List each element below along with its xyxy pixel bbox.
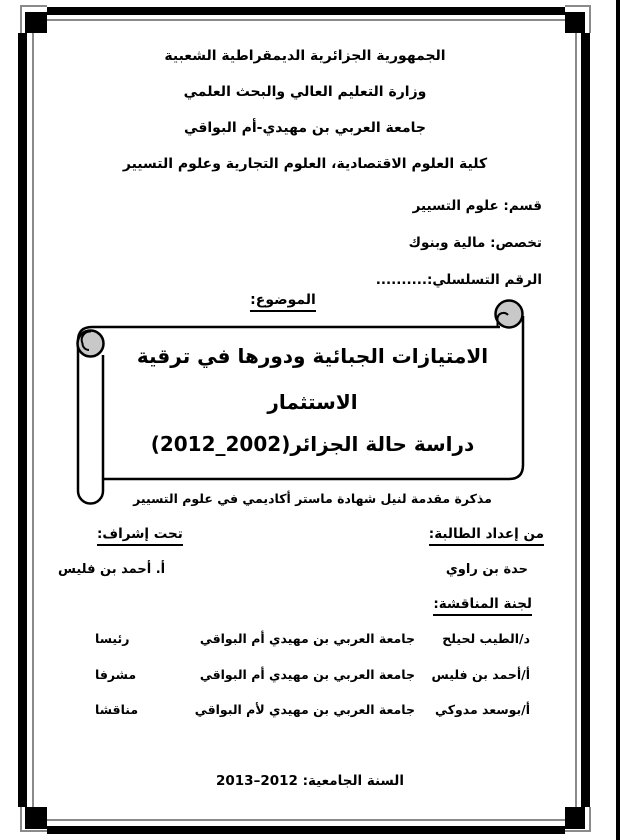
prepared-by-label-wrap [429, 526, 544, 542]
committee-row [0, 667, 620, 687]
specialty-line: تخصص: مالية وبنوك [408, 235, 542, 251]
faculty-line: كلية العلوم الاقتصادية، العلوم التجارية وعلوم التسيير [122, 156, 488, 172]
committee-row [0, 702, 620, 722]
thesis-title-line3: دراسة حالة الجزائر(2002_2012) [150, 432, 475, 456]
ministry-line: وزارة التعليم العالي والبحث العلمي [183, 84, 427, 100]
committee-label: لجنة المناقشة: [433, 596, 532, 616]
prepared-by-label: من إعداد الطالبة: [429, 526, 544, 546]
committee-row [0, 631, 620, 651]
committee-member-role: مناقشا [95, 702, 139, 717]
thesis-title-line1: الامتيازات الجبائية ودورها في ترقية [136, 344, 489, 368]
student-name: حدة بن راوي [445, 562, 528, 577]
committee-member-university: جامعة العربي بن مهيدي أم البواقي [199, 667, 415, 682]
border-bottom-bar [47, 826, 565, 834]
subject-label: الموضوع: [250, 292, 316, 312]
supervisor-label-wrap [97, 526, 183, 542]
committee-member-university: جامعة العربي بن مهيدي لأم البواقي [194, 702, 415, 717]
supervisor-name: أ. أحمد بن فليس [58, 562, 166, 577]
thesis-note: مذكرة مقدمة لنيل شهادة ماستر أكاديمي في علوم التسيير [133, 491, 492, 506]
committee-member-role: رئيسا [95, 631, 130, 646]
supervisor-label: تحت إشراف: [97, 526, 183, 546]
committee-member-university: جامعة العربي بن مهيدي أم البواقي [199, 631, 415, 646]
committee-member-name: أ/بوسعد مدوكي [435, 702, 530, 717]
thesis-title-line2: الاستثمار [267, 390, 358, 414]
serial-number-line: الرقم التسلسلي:.......... [375, 272, 542, 288]
department-line: قسم: علوم التسيير [412, 198, 542, 214]
republic-line: الجمهورية الجزائرية الديمقراطية الشعبية [164, 48, 446, 64]
committee-label-wrap [433, 596, 532, 612]
committee-member-name: أ/أحمد بن فليس [431, 667, 530, 682]
border-left-bar [18, 33, 27, 807]
university-line: جامعة العربي بن مهيدي-أم البواقي [184, 120, 426, 136]
border-right-bar [581, 33, 590, 807]
subject-label-wrap [228, 292, 338, 308]
scroll-left-curl [78, 331, 104, 357]
committee-member-role: مشرفا [95, 667, 137, 682]
institution-header [50, 38, 560, 182]
academic-year: السنة الجامعية: 2012–2013 [215, 773, 404, 789]
committee-member-name: د/الطيب لحيلح [442, 631, 530, 646]
border-top-bar [47, 7, 565, 15]
department-block [376, 188, 542, 299]
